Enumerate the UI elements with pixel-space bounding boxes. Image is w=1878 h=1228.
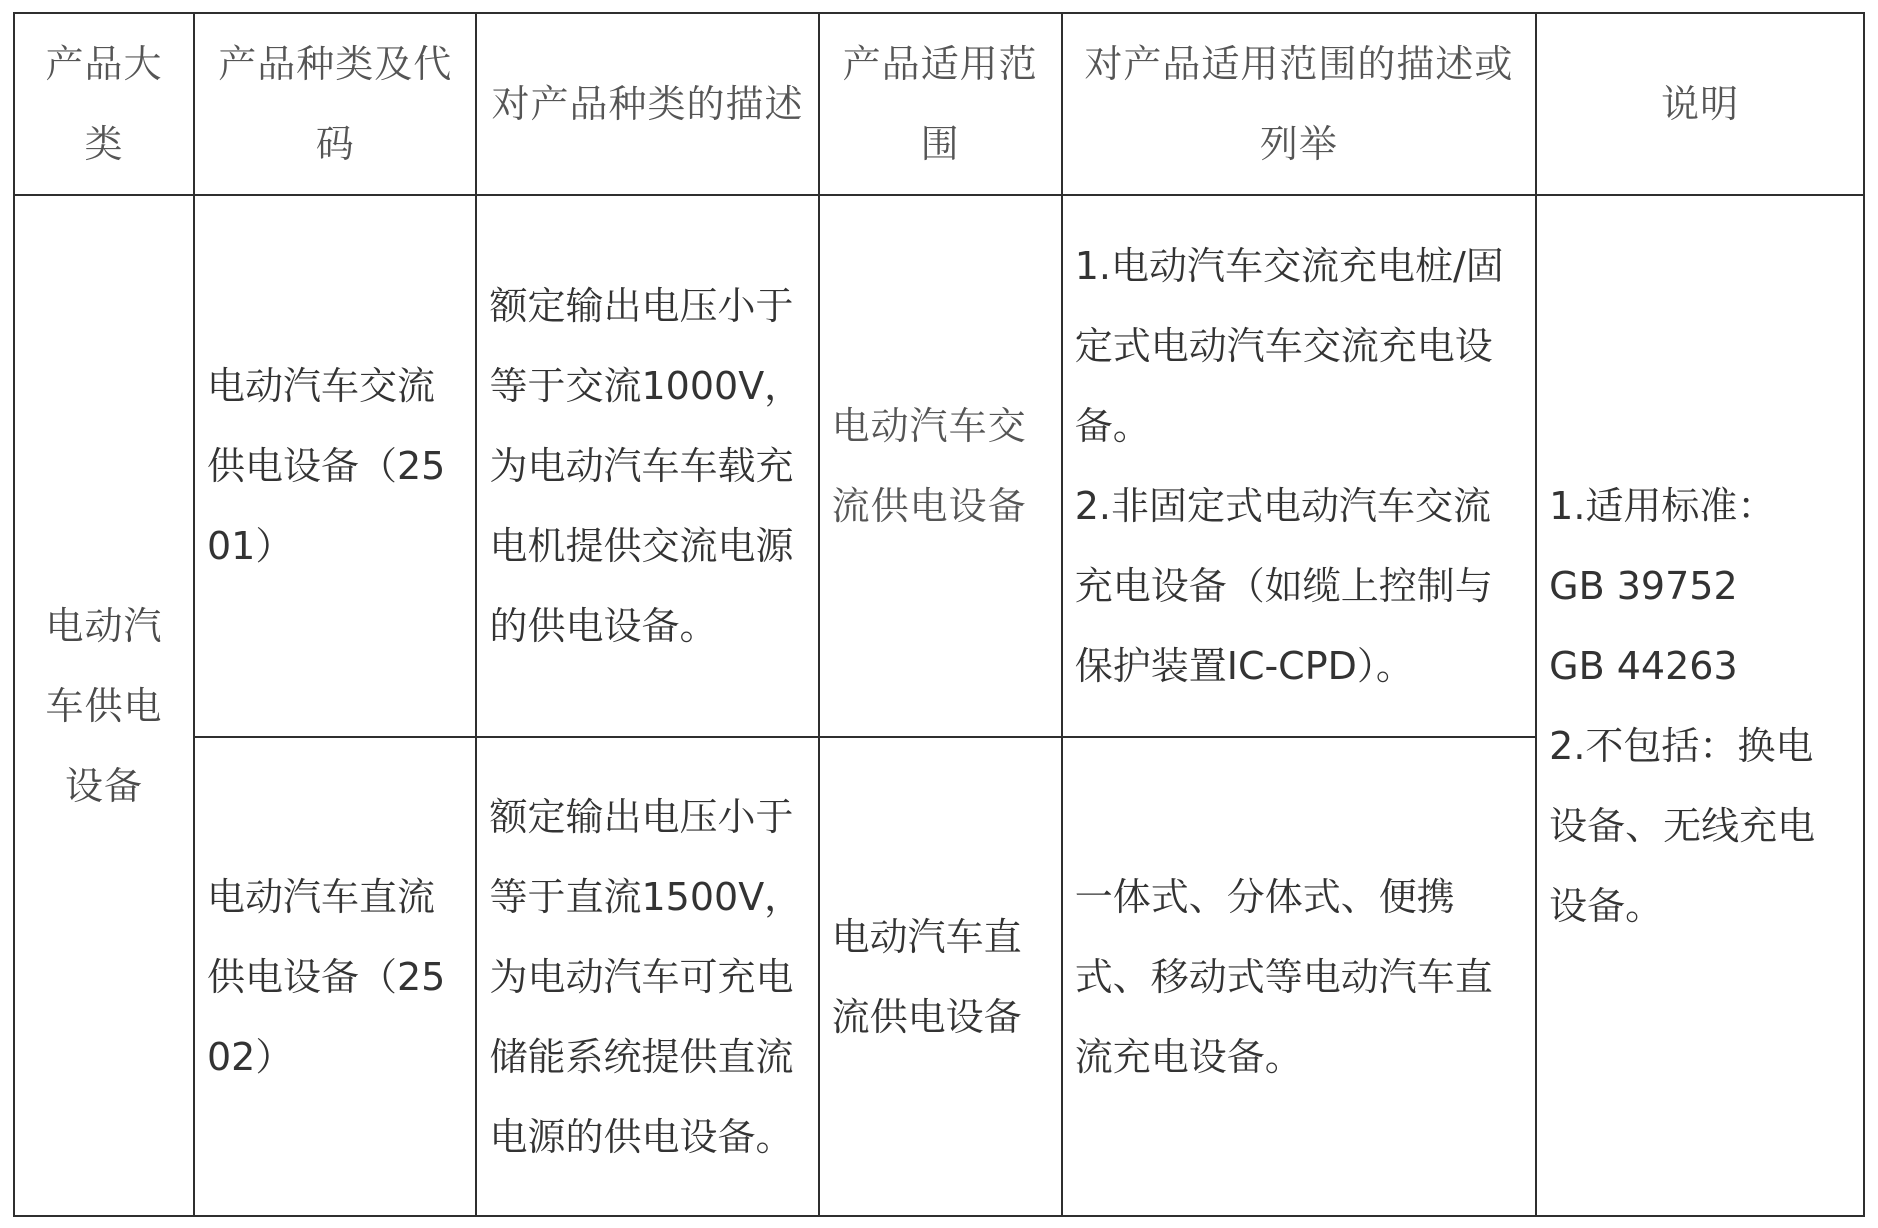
note-exclusions: 2.不包括：换电设备、无线充电设备。 — [1549, 723, 1816, 928]
table-row — [14, 195, 1864, 737]
header-scope-description: 对产品适用范围的描述或列举 — [1062, 13, 1536, 195]
category-cell: 电动汽车供电设备 — [14, 195, 194, 1216]
product-type-cell: 电动汽车直流供电设备（2502） — [194, 737, 477, 1216]
product-type-cell: 电动汽车交流供电设备（2501） — [194, 195, 477, 737]
header-product-type-code: 产品种类及代码 — [194, 13, 477, 195]
header-scope: 产品适用范围 — [819, 13, 1062, 195]
scope-description-cell: 一体式、分体式、便携式、移动式等电动汽车直流充电设备。 — [1062, 737, 1536, 1216]
scope-cell: 电动汽车交流供电设备 — [819, 195, 1062, 737]
type-description-cell: 额定输出电压小于等于交流1000V，为电动汽车车载充电机提供交流电源的供电设备。 — [476, 195, 818, 737]
note-standards-label: 1.适用标准： — [1549, 483, 1776, 528]
note-standard-2: GB 44263 — [1549, 643, 1738, 688]
note-standard-1: GB 39752 — [1549, 563, 1738, 608]
table-header-row — [14, 13, 1864, 195]
header-product-category: 产品大类 — [14, 13, 194, 195]
scope-cell: 电动汽车直流供电设备 — [819, 737, 1062, 1216]
type-description-cell: 额定输出电压小于等于直流1500V，为电动汽车可充电储能系统提供直流电源的供电设备。 — [476, 737, 818, 1216]
header-notes: 说明 — [1536, 13, 1864, 195]
notes-cell — [1536, 195, 1864, 1216]
header-type-description: 对产品种类的描述 — [476, 13, 818, 195]
scope-description-cell: 1.电动汽车交流充电桩/固定式电动汽车交流充电设备。 2.非固定式电动汽车交流充电设备（如缆上控制与保护装置IC-CPD）。 — [1062, 195, 1536, 737]
product-catalog-table — [13, 12, 1865, 1217]
